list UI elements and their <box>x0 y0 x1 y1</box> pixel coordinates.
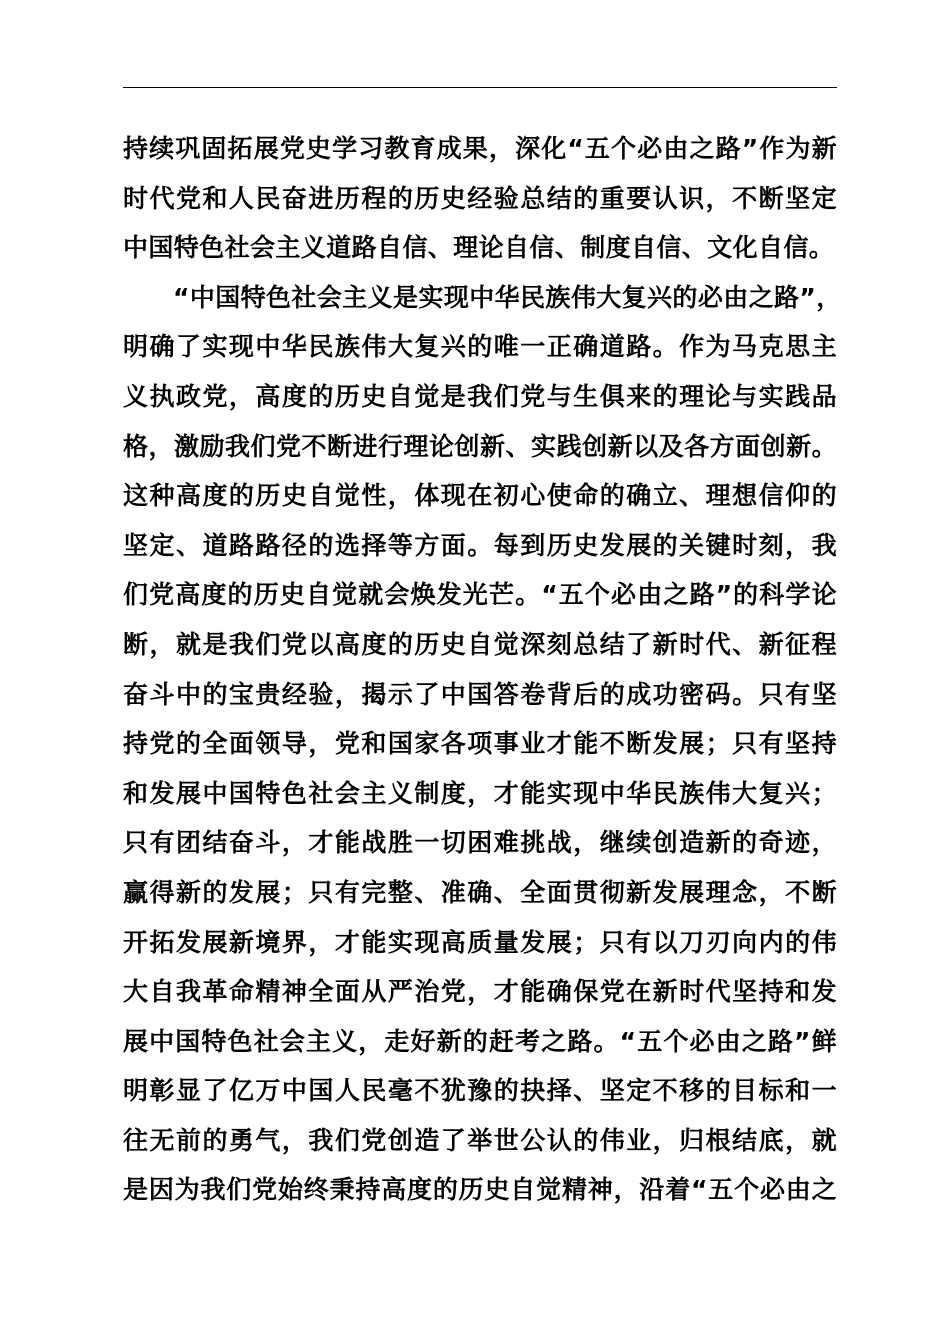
text-line: 开拓发展新境界，才能实现高质量发展；只有以刀刃向内的伟 <box>123 927 837 957</box>
text-line: 只有团结奋斗，才能战胜一切困难挑战，继续创造新的奇迹， <box>123 828 837 858</box>
text-line: 时代党和人民奋进历程的历史经验总结的重要认识，不断坚定 <box>123 183 837 213</box>
text-line: 赢得新的发展；只有完整、准确、全面贯彻新发展理念，不断 <box>123 877 837 907</box>
text-line: 大自我革命精神全面从严治党，才能确保党在新时代坚持和发 <box>123 977 837 1007</box>
text-line: 坚定、道路路径的选择等方面。每到历史发展的关键时刻，我 <box>123 530 837 560</box>
text-line: 奋斗中的宝贵经验，揭示了中国答卷背后的成功密码。只有坚 <box>123 679 837 709</box>
text-line: 格，激励我们党不断进行理论创新、实践创新以及各方面创新。 <box>123 431 837 461</box>
text-line: 明确了实现中华民族伟大复兴的唯一正确道路。作为马克思主 <box>123 332 837 362</box>
document-body <box>123 124 842 1215</box>
text-line: 展中国特色社会主义，走好新的赶考之路。“五个必由之路”鲜 <box>123 1026 837 1056</box>
text-line: 中国特色社会主义道路自信、理论自信、制度自信、文化自信。 <box>123 233 835 263</box>
paragraph-1 <box>123 124 837 273</box>
text-line: 是因为我们党始终秉持高度的历史自觉精神，沿着“五个必由之 <box>123 1175 837 1205</box>
text-line: 义执政党，高度的历史自觉是我们党与生俱来的理论与实践品 <box>123 381 837 411</box>
text-line: “中国特色社会主义是实现中华民族伟大复兴的必由之路”， <box>173 282 842 312</box>
text-line: 持续巩固拓展党史学习教育成果，深化“五个必由之路”作为新 <box>123 134 837 163</box>
paragraph-2 <box>123 273 842 1215</box>
text-line: 往无前的勇气，我们党创造了举世公认的伟业，归根结底，就 <box>123 1125 837 1155</box>
text-line: 们党高度的历史自觉就会焕发光芒。“五个必由之路”的科学论 <box>123 580 837 610</box>
text-line: 明彰显了亿万中国人民毫不犹豫的抉择、坚定不移的目标和一 <box>123 1076 837 1106</box>
text-line: 和发展中国特色社会主义制度，才能实现中华民族伟大复兴； <box>123 778 837 808</box>
text-line: 断，就是我们党以高度的历史自觉深刻总结了新时代、新征程 <box>123 629 837 659</box>
header-rule <box>123 87 837 88</box>
text-line: 这种高度的历史自觉性，体现在初心使命的确立、理想信仰的 <box>123 481 837 511</box>
text-line: 持党的全面领导，党和国家各项事业才能不断发展；只有坚持 <box>123 729 837 759</box>
